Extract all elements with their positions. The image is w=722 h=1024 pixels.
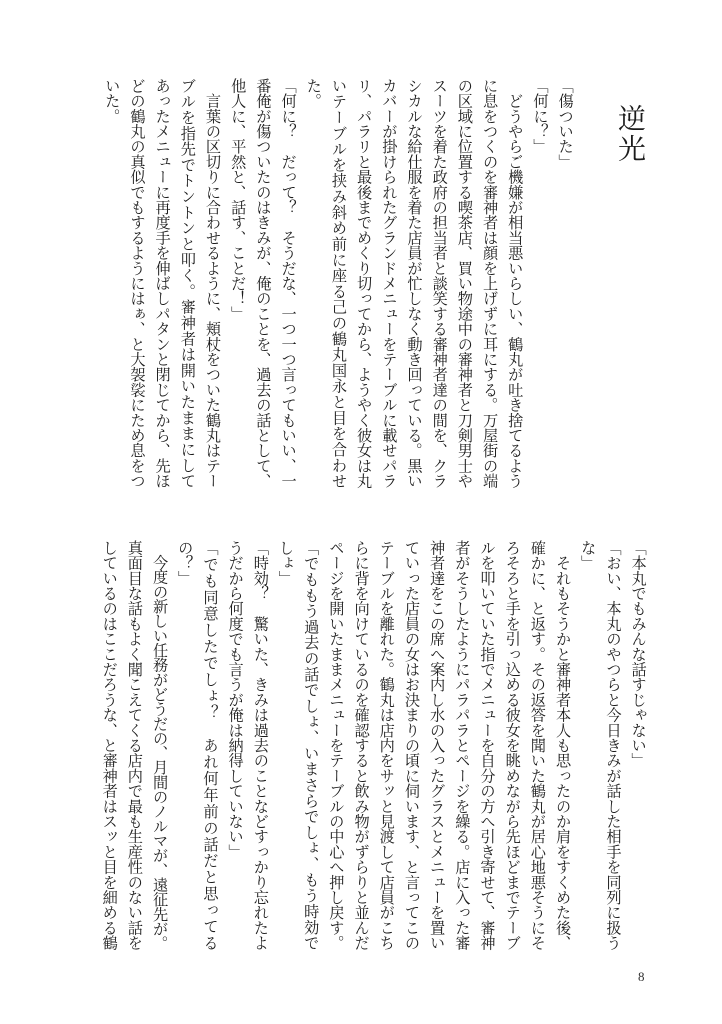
text-line: ていった店員の女はお決まりの頃に伺います、と言ってこの	[402, 540, 421, 951]
text-line: ブルを指先でトントンと叩く。審神者は開いたままにして	[178, 78, 197, 489]
text-line: 確かに、と返す。その返答を聞いた鶴丸が居心地悪そうにそ	[528, 540, 547, 951]
text-line: カバーが掛けられたグランドメニューをテーブルに載せパラ	[380, 78, 399, 489]
page-number: 8	[638, 969, 645, 984]
text-line: 言葉の区切りに合わせるように、頬杖をついた鶴丸はテー	[203, 78, 222, 489]
text-line: の区域に位置する喫茶店、買い物途中の審神者と刀剣男士や	[455, 78, 474, 489]
text-line: しているのはここだろうな、と審神者はスッと目を細める鶴	[100, 540, 119, 951]
text-line: 神者達をこの席へ案内し水の入ったグラスとメニューを置い	[428, 540, 447, 951]
text-line: 「何に？ だって？ そうだな、一つ一つ言ってもいい、一	[279, 78, 298, 489]
lower-text-block	[96, 540, 650, 951]
text-line: シカルな給仕服を着た店員が忙しなく動き回っている。黒い	[405, 78, 424, 489]
text-line: 者がそうしたようにパラパラとページを繰る。店に入った審	[453, 540, 472, 951]
text-line: 今度の新しい任務がどうだの、月間のノルマが、遠征先が。	[151, 540, 170, 951]
text-line: に息をつくのを審神者は顔を上げずに耳にする。万屋街の端	[481, 78, 500, 489]
text-line: ルを叩いていた指でメニューを自分の方へ引き寄せて、審神	[478, 540, 497, 951]
text-line: 「本丸でもみんな話すじゃない」	[629, 540, 648, 768]
text-line: らに背を向けているのを確認すると飲み物がずらりと並んだ	[352, 540, 371, 951]
text-line: 「傷ついた」	[556, 78, 575, 170]
text-line: 「でももう過去の話でしょ、いまさらでしょ、もう時効で	[302, 540, 321, 951]
text-line: ページを開いたままメニューをテーブルの中心へ押し戻す。	[327, 540, 346, 951]
text-line: 「おい、本丸のやつらと今日きみが話した相手を同列に扱う	[604, 540, 623, 951]
text-line: ろそろと手を引っ込める彼女を眺めながら先ほどまでテーブ	[503, 540, 522, 951]
text-line: どうやらご機嫌が相当悪いらしい、鶴丸が吐き捨てるよう	[506, 78, 525, 489]
story-title: 逆光	[614, 104, 647, 164]
text-line: それもそうかと審神者本人も思ったのか肩をすくめた後、	[554, 540, 573, 951]
text-line: いた。	[103, 78, 122, 124]
text-line: 番俺が傷ついたのはきみが、俺のことを、過去の話として、	[254, 78, 273, 489]
text-line: リ、パラリと最後までめくり切ってから、ようやく彼女は丸	[355, 78, 374, 489]
text-line: うだから何度でも言うが俺は納得していない」	[226, 540, 245, 860]
text-line: 「でも同意したでしょ？ あれ何年前の話だと思ってる	[201, 540, 220, 951]
text-line: しょ」	[276, 540, 295, 586]
text-line: あったメニューに再度手を伸ばしパタンと閉じてから、先ほ	[153, 78, 172, 489]
text-line: いテーブルを挟み斜め前に座る己の鶴丸国永と目を合わせ	[329, 78, 348, 489]
text-line: どの鶴丸の真似でもするようにはぁ、と大袈裟にため息をつ	[128, 78, 147, 489]
text-line: な」	[579, 540, 598, 571]
text-line: の？」	[176, 540, 195, 586]
text-line: 他人に、平然と、話す、ことだ！」	[229, 78, 248, 322]
text-line: 「何に？」	[531, 78, 550, 154]
text-line: テーブルを離れた。鶴丸は店内をサッと見渡して店員がこち	[377, 540, 396, 951]
text-line: 真面目な話もよく聞こえてくる店内で最も生産性のない話を	[125, 540, 144, 951]
text-line: スーツを着た政府の担当者と談笑する審神者達の間を、クラ	[430, 78, 449, 489]
text-line: た。	[304, 78, 323, 109]
upper-text-block	[99, 78, 578, 489]
text-line: 「時効？ 驚いた、きみは過去のことなどすっかり忘れたよ	[251, 540, 270, 951]
